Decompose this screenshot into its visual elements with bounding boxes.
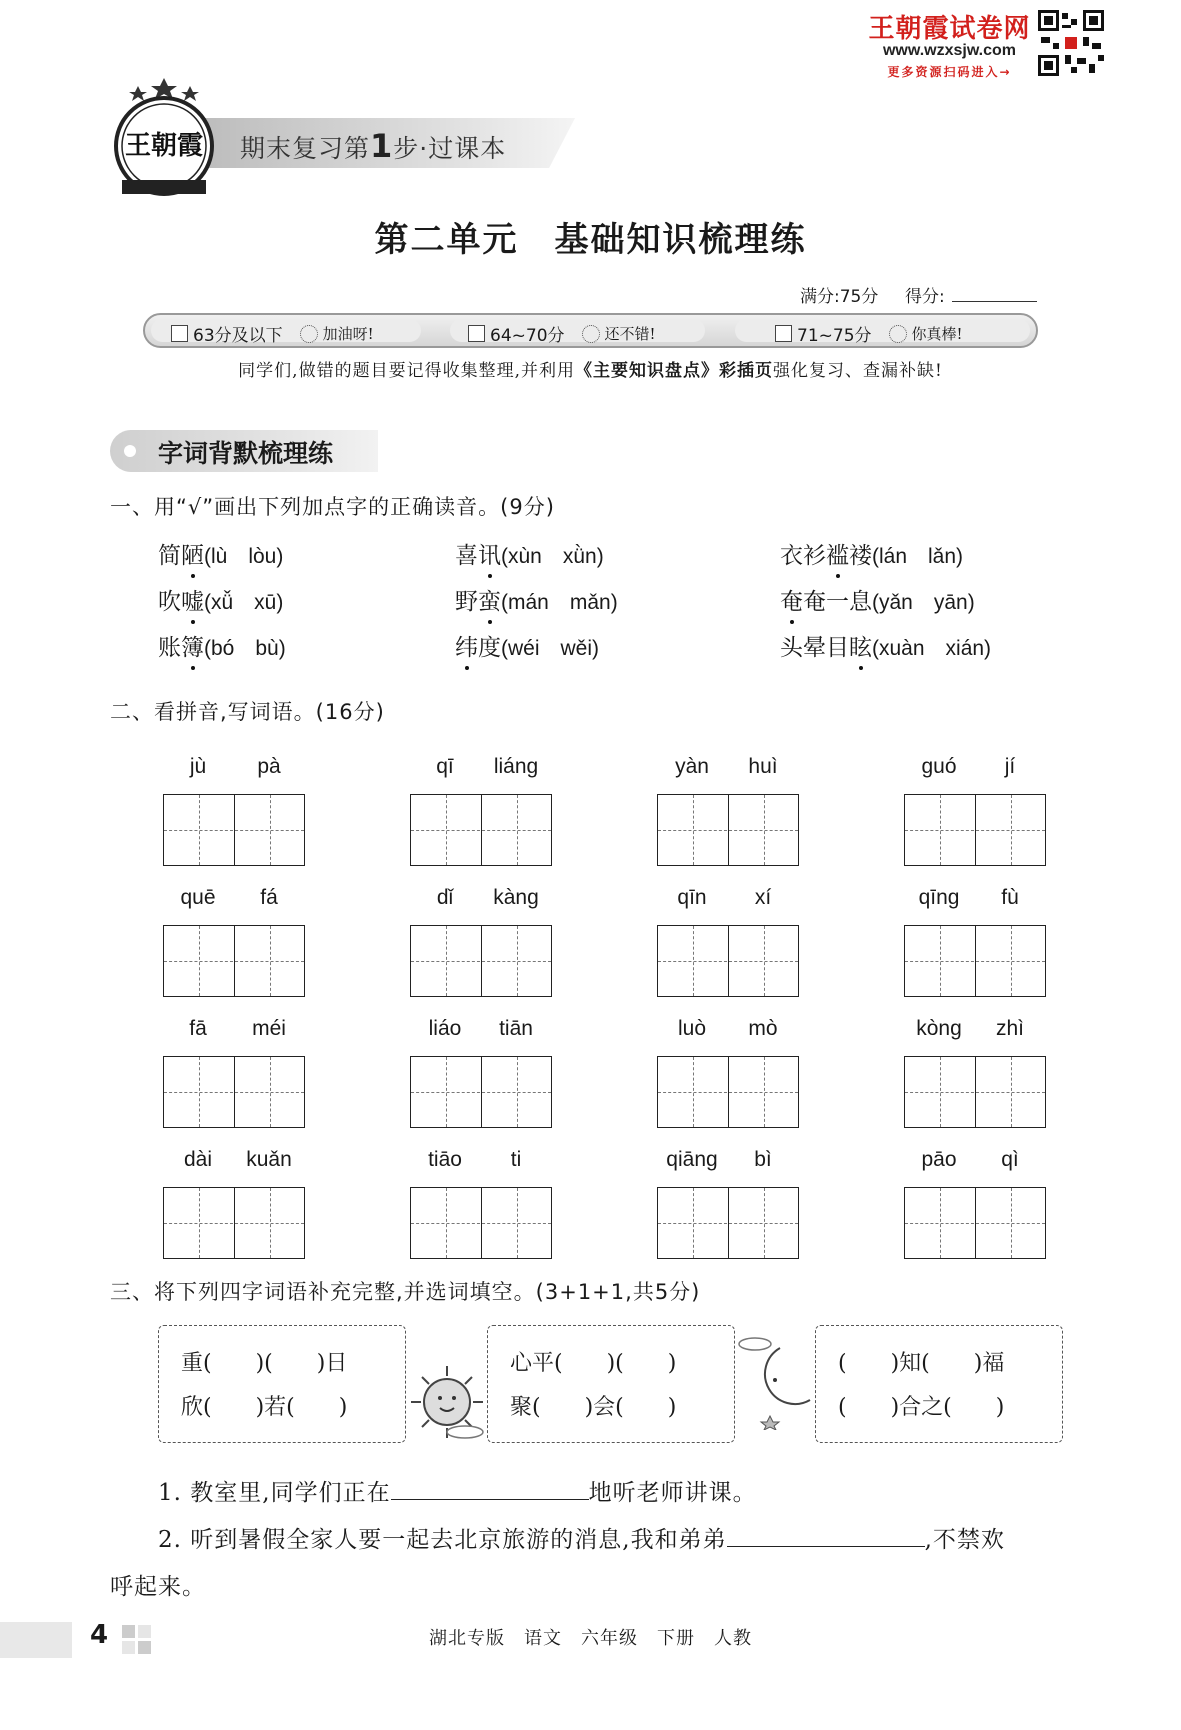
smiley-icon [582,325,600,343]
writing-grid[interactable] [904,1056,1046,1128]
pinyin-label: jí [1004,755,1016,778]
writing-grid[interactable] [904,925,1046,997]
tier-2: 64~70分 还不错! [468,321,656,346]
pinyin-label: dài [183,1148,213,1171]
notice-text: 同学们,做错的题目要记得收集整理,并利用《主要知识盘点》彩插页强化复习、查漏补缺! [238,361,943,381]
idiom-blank[interactable]: 心平( )( ) [510,1351,677,1376]
pinyin-label: zhì [995,1017,1024,1040]
pinyin-label: tiāo [428,1148,462,1171]
q1-item[interactable]: 衣衫褴褛(lán lǎn) [780,543,964,569]
q1-heading: 一、用“√”画出下列加点字的正确读音。(9分) [110,495,555,519]
pinyin-label: xí [754,886,772,909]
writing-grid[interactable] [657,1056,799,1128]
pinyin-label: pà [257,755,281,778]
score-input-line[interactable] [952,301,1037,302]
moon-icon [735,1330,820,1430]
brand-logo-icon [108,76,220,206]
pinyin-label: qīng [918,886,960,909]
pinyin-label: fá [260,886,278,909]
pinyin-label: liáo [428,1017,462,1040]
writing-grid[interactable] [163,1056,305,1128]
pinyin-label: luò [677,1017,707,1040]
q1-item[interactable]: 头晕目眩(xuàn xián) [780,635,992,661]
section-dot-icon [124,445,136,457]
pinyin-label: bì [754,1148,772,1171]
writing-grid[interactable] [904,1187,1046,1259]
q1-item[interactable]: 奄奄一息(yǎn yān) [780,589,975,615]
pinyin-label: pāo [921,1148,957,1171]
pinyin-label: kuǎn [246,1148,292,1171]
smiley-icon [300,325,318,343]
writing-grid[interactable] [657,925,799,997]
writing-grid[interactable] [410,925,552,997]
answer-blank[interactable] [391,1478,589,1500]
score-tier-bar [143,313,1038,348]
idiom-blank[interactable]: 聚( )会( ) [510,1395,677,1420]
brand-scan-hint: 更多资源扫码进入→ [887,65,1012,79]
writing-grid[interactable] [657,794,799,866]
brand-url[interactable]: www.wzxsjw.com [882,42,1017,59]
q1-item[interactable]: 纬度(wéi wěi) [455,635,600,661]
idiom-blank[interactable]: ( )知( )福 [838,1351,1005,1376]
svg-text:王朝霞: 王朝霞 [124,131,204,161]
writing-grid[interactable] [410,794,552,866]
q2-heading: 二、看拼音,写词语。(16分) [110,700,385,724]
writing-grid[interactable] [163,794,305,866]
pinyin-label: qī [436,755,454,778]
tier-1: 63分及以下 加油呀! [171,321,374,346]
idiom-box-3 [815,1325,1063,1443]
tier-1-checkbox[interactable] [171,325,188,342]
banner-title: 期末复习第1步·过课本 [240,127,507,165]
sentence-2-cont: 呼起来。 [110,1574,206,1600]
pinyin-label: kàng [493,886,539,909]
writing-grid[interactable] [163,1187,305,1259]
pinyin-label: qiāng [666,1148,718,1171]
page-title: 第二单元 基础知识梳理练 [374,220,807,260]
pinyin-label: ti [510,1148,522,1171]
writing-grid[interactable] [410,1056,552,1128]
q1-item[interactable]: 野蛮(mán mǎn) [455,589,618,615]
tier-3-checkbox[interactable] [775,325,792,342]
idiom-blank[interactable]: 欣( )若( ) [181,1395,348,1420]
pinyin-label: méi [252,1017,286,1040]
idiom-blank[interactable]: 重( )( )日 [181,1351,348,1376]
sentence-2: 2. 听到暑假全家人要一起去北京旅游的消息,我和弟弟 ,不禁欢 [158,1527,1005,1553]
writing-grid[interactable] [163,925,305,997]
writing-grid[interactable] [657,1187,799,1259]
pinyin-label: fā [189,1017,207,1040]
idiom-box-2 [487,1325,735,1443]
pinyin-label: quē [180,886,216,909]
q1-item[interactable]: 账簿(bó bù) [158,635,286,661]
pinyin-label: jù [189,755,207,778]
pinyin-label: fù [1001,886,1019,909]
footer-info: 湖北专版 语文 六年级 下册 人教 [429,1628,752,1649]
q1-item[interactable]: 喜讯(xùn xǜn) [455,543,604,569]
pinyin-label: mò [748,1017,778,1040]
smiley-icon [889,325,907,343]
brand-name: 王朝霞试卷网 [868,14,1031,44]
sentence-1: 1. 教室里,同学们正在 地听老师讲课。 [158,1480,757,1506]
page-number: 4 [90,1620,109,1650]
full-score: 满分:75分 [800,287,879,307]
pinyin-label: kòng [916,1017,962,1040]
pinyin-label: qīn [677,886,707,909]
pinyin-label: tiān [499,1017,533,1040]
pinyin-label: huì [748,755,778,778]
pinyin-label: yàn [675,755,709,778]
q1-item[interactable]: 吹嘘(xǚ xū) [158,589,284,615]
idiom-box-1 [158,1325,406,1443]
section-title: 字词背默梳理练 [158,439,334,468]
idiom-blank[interactable]: ( )合之( ) [838,1395,1005,1420]
qr-code-icon[interactable] [1038,10,1104,76]
writing-grid[interactable] [410,1187,552,1259]
score-label: 得分: [905,287,945,307]
tier-3: 71~75分 你真棒! [775,321,963,346]
answer-blank[interactable] [727,1525,925,1547]
pinyin-label: dǐ [436,886,454,909]
q3-heading: 三、将下列四字词语补充完整,并选词填空。(3+1+1,共5分) [110,1280,701,1304]
writing-grid[interactable] [904,794,1046,866]
pinyin-label: liáng [493,755,539,778]
pinyin-label: guó [921,755,957,778]
q1-item[interactable]: 简陋(lù lòu) [158,543,284,569]
tier-2-checkbox[interactable] [468,325,485,342]
sun-icon [405,1362,490,1442]
pinyin-label: qì [1001,1148,1019,1171]
